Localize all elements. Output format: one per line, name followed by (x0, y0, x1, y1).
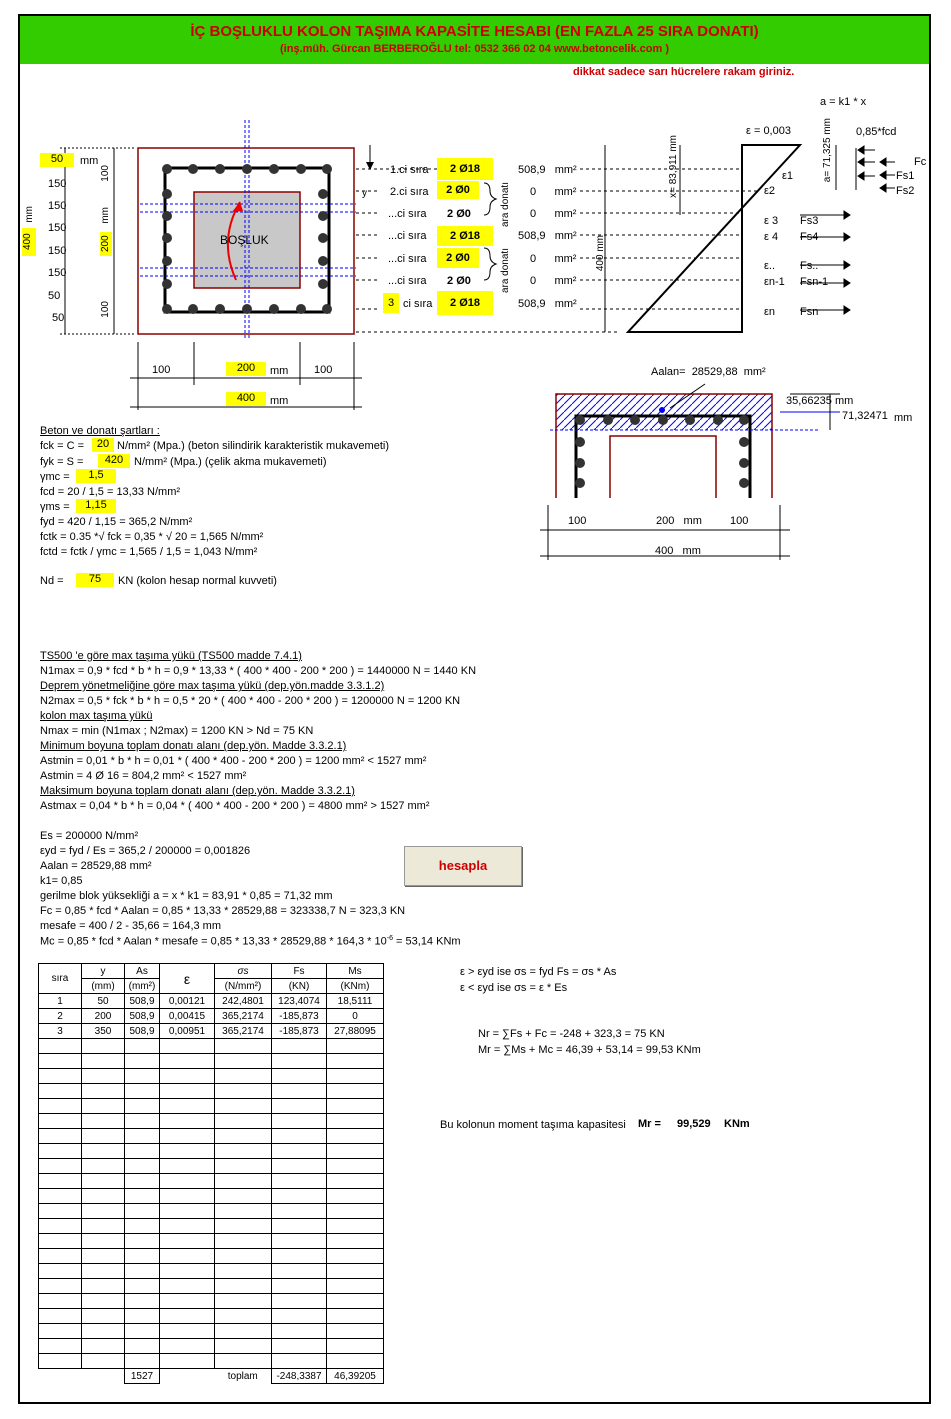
row-count-input[interactable]: 3 (383, 293, 399, 313)
empty-table-row (39, 1144, 384, 1159)
empty-table-row (39, 1114, 384, 1129)
empty-table-row (39, 1339, 384, 1354)
empty-table-row (39, 1084, 384, 1099)
gamma-ms-input[interactable]: 1,15 (76, 499, 116, 513)
empty-table-row (39, 1234, 384, 1249)
empty-table-row (39, 1204, 384, 1219)
empty-table-row (39, 1099, 384, 1114)
hole-width-input[interactable]: 200 (226, 362, 266, 376)
gamma-mc-input[interactable]: 1,5 (76, 469, 116, 483)
empty-table-row (39, 1054, 384, 1069)
table-row: 2 200 508,9 0,00415 365,2174 -185,873 0 (39, 1009, 384, 1024)
fyk-input[interactable]: 420 (98, 454, 130, 468)
empty-table-row (39, 1324, 384, 1339)
empty-table-row (39, 1279, 384, 1294)
capacity-value: 99,529 (677, 1118, 711, 1130)
results-table: sıra y As ε σs Fs Ms (mm) (mm²) (N/mm²) (KN) (KNm) 1 50 508,9 0,00121 242,4801 123,4074 18,5111 2 200 508,9 0,00415 365,2174 -185,873 0 3 350 508,9 0,00951 365,2174 -185,873 27,88095 1527 toplam -248,3387 46,39205 (38, 963, 384, 1384)
fck-input[interactable]: 20 (92, 438, 114, 452)
a-value: a= 71,325 mm (822, 118, 833, 183)
header-banner (20, 16, 929, 64)
warning-text: dikkat sadece sarı hücrelere rakam giriniz. (573, 66, 795, 78)
svg-text:y: y (362, 188, 367, 199)
page-subtitle: (inş.müh. Gürcan BERBEROĞLU tel: 0532 366 02 04 www.betoncelik.com ) (280, 43, 669, 55)
bosluk-label: BOŞLUK (220, 233, 269, 247)
row7-bars-input[interactable]: 2 Ø18 (437, 291, 493, 315)
table-row: 1 50 508,9 0,00121 242,4801 123,4074 18,5111 (39, 994, 384, 1009)
empty-table-row (39, 1069, 384, 1084)
empty-table-row (39, 1039, 384, 1054)
empty-table-row (39, 1309, 384, 1324)
table-row: 3 350 508,9 0,00951 365,2174 -185,873 27,88095 (39, 1024, 384, 1039)
empty-table-row (39, 1294, 384, 1309)
total-row: 1527 toplam -248,3387 46,39205 (39, 1369, 384, 1384)
empty-table-row (39, 1189, 384, 1204)
cover-input[interactable]: 50 (40, 153, 74, 167)
empty-table-row (39, 1219, 384, 1234)
hole-height-input[interactable]: 200 (100, 232, 112, 256)
height-input[interactable]: 400 (22, 228, 36, 256)
row4-bars-input[interactable]: 2 Ø18 (437, 226, 493, 246)
compression-zone-diagram (540, 380, 940, 565)
empty-table-row (39, 1129, 384, 1144)
hesapla-button[interactable]: hesapla (404, 846, 522, 886)
width-input[interactable]: 400 (226, 392, 266, 406)
inputs-heading: Beton ve donatı şartları : (40, 425, 160, 437)
empty-table-row (39, 1174, 384, 1189)
empty-table-row (39, 1249, 384, 1264)
row1-bars-input[interactable]: 2 Ø18 (437, 158, 493, 180)
page-title: İÇ BOŞLUKLU KOLON TAŞIMA KAPASİTE HESABI (EN FAZLA 25 SIRA DONATI) (190, 23, 759, 40)
empty-table-row (39, 1354, 384, 1369)
empty-table-row (39, 1264, 384, 1279)
empty-table-row (39, 1159, 384, 1174)
row2-bars-input[interactable]: 2 Ø0 (437, 181, 479, 199)
row5-bars-input[interactable]: 2 Ø0 (437, 248, 479, 268)
x-value: x= 83,911 mm (668, 135, 679, 198)
nd-input[interactable]: 75 (76, 573, 114, 587)
